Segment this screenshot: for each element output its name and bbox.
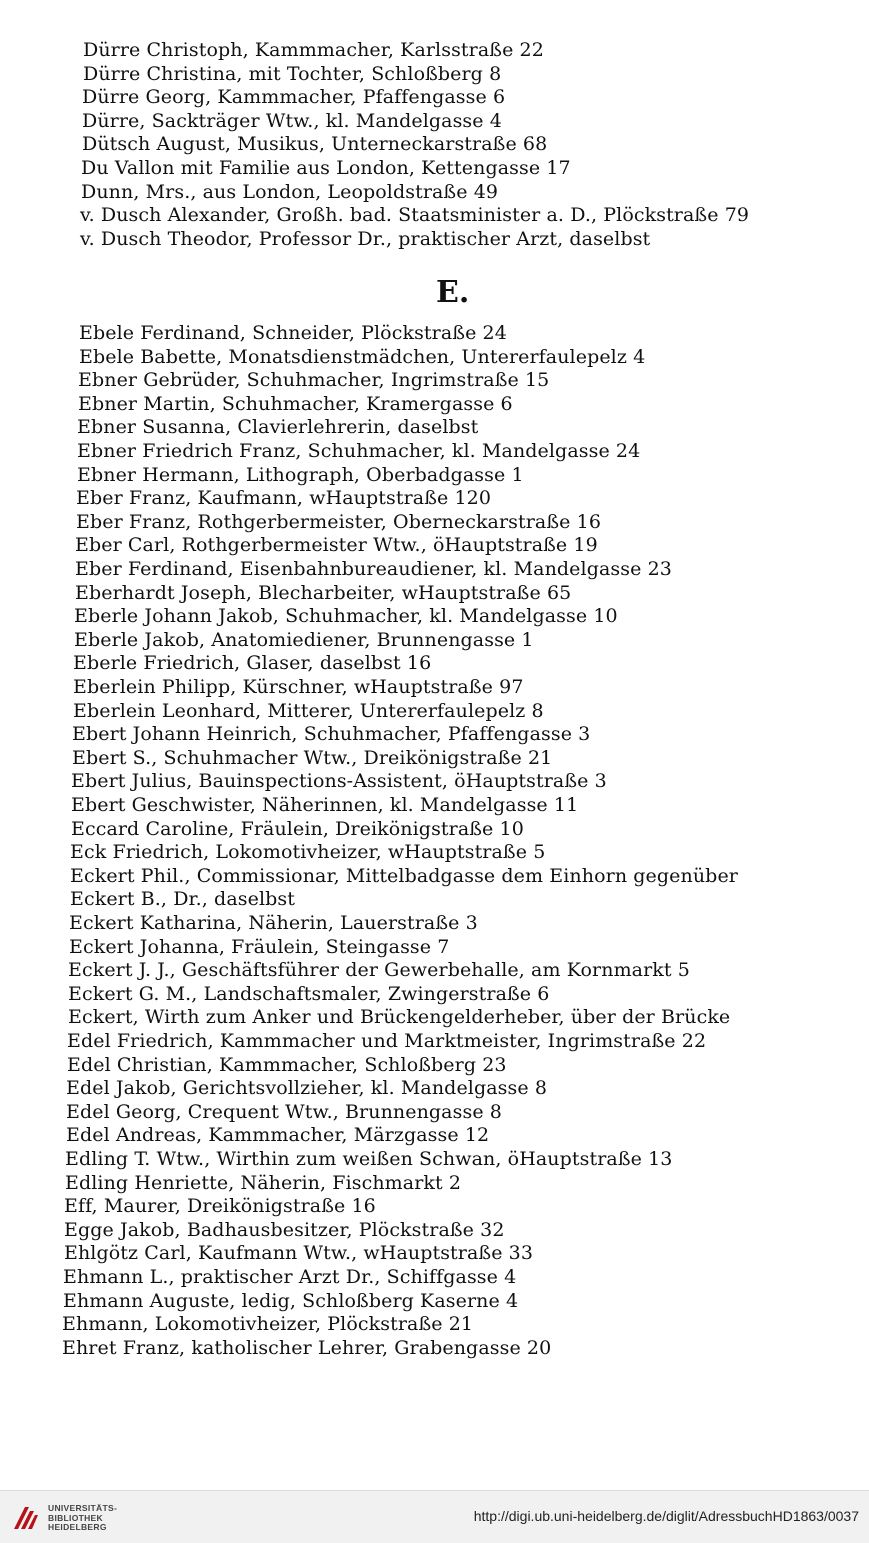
directory-entry: Eckert B., Dr., daselbst <box>70 888 295 910</box>
directory-entry: Eckert G. M., Landschaftsmaler, Zwingerstraße 6 <box>68 983 550 1005</box>
directory-entry: Eckert Johanna, Fräulein, Steingasse 7 <box>69 936 450 958</box>
directory-entry: Dütsch August, Musikus, Unterneckarstraße 68 <box>82 133 548 155</box>
directory-entry: Dürre Christina, mit Tochter, Schloßberg 8 <box>83 63 502 85</box>
directory-entry: Edel Christian, Kammmacher, Schloßberg 23 <box>67 1054 507 1076</box>
section-letter-heading: E. <box>436 275 470 310</box>
directory-entry: Eberhardt Joseph, Blecharbeiter, wHauptstraße 65 <box>75 582 572 604</box>
directory-entry: Eberle Johann Jakob, Schuhmacher, kl. Mandelgasse 10 <box>74 605 618 627</box>
directory-entry: Eckert Phil., Commissionar, Mittelbadgasse dem Einhorn gegenüber <box>70 865 738 887</box>
directory-entry: Ebner Susanna, Clavierlehrerin, daselbst <box>77 416 479 438</box>
directory-entry: Edel Jakob, Gerichtsvollzieher, kl. Mandelgasse 8 <box>66 1077 548 1099</box>
directory-entry: Ebert S., Schuhmacher Wtw., Dreikönigstraße 21 <box>72 747 553 769</box>
directory-entry: Dürre, Sackträger Wtw., kl. Mandelgasse 4 <box>82 110 502 132</box>
directory-entry: Ehlgötz Carl, Kaufmann Wtw., wHauptstraße 33 <box>64 1242 534 1264</box>
directory-entry: Eber Franz, Kaufmann, wHauptstraße 120 <box>76 487 492 509</box>
directory-entry: Eber Carl, Rothgerbermeister Wtw., öHauptstraße 19 <box>75 534 598 556</box>
directory-entry: Ebert Johann Heinrich, Schuhmacher, Pfaffengasse 3 <box>72 723 591 745</box>
directory-entry: Edel Andreas, Kammmacher, Märzgasse 12 <box>66 1124 490 1146</box>
logo-line: UNIVERSITÄTS- <box>48 1503 118 1513</box>
directory-entry: v. Dusch Theodor, Professor Dr., praktischer Arzt, daselbst <box>80 228 651 250</box>
directory-entry: Eckert Katharina, Näherin, Lauerstraße 3 <box>69 912 478 934</box>
directory-entry: Ebert Julius, Bauinspections-Assistent, öHauptstraße 3 <box>71 770 607 792</box>
directory-entry: Ehmann, Lokomotivheizer, Plöckstraße 21 <box>62 1313 474 1335</box>
directory-entry: Eckert J. J., Geschäftsführer der Gewerbehalle, am Kornmarkt 5 <box>68 959 690 981</box>
directory-entry: Eccard Caroline, Fräulein, Dreikönigstraße 10 <box>71 818 524 840</box>
logo-line: HEIDELBERG <box>48 1522 107 1532</box>
directory-entry: Ebner Martin, Schuhmacher, Kramergasse 6 <box>78 393 513 415</box>
directory-entry: Du Vallon mit Familie aus London, Kettengasse 17 <box>81 157 571 179</box>
directory-entry: Eck Friedrich, Lokomotivheizer, wHauptstraße 5 <box>70 841 546 863</box>
directory-entry: Ehmann L., praktischer Arzt Dr., Schiffgasse 4 <box>63 1266 517 1288</box>
directory-entry: Eberlein Philipp, Kürschner, wHauptstraße 97 <box>73 676 524 698</box>
directory-entry: Ebner Hermann, Lithograph, Oberbadgasse 1 <box>77 464 524 486</box>
directory-entry: Edel Georg, Crequent Wtw., Brunnengasse 8 <box>66 1101 502 1123</box>
university-library-logo-icon <box>10 1501 40 1533</box>
footer-bar <box>0 1490 869 1543</box>
directory-entry: Eber Franz, Rothgerbermeister, Oberneckarstraße 16 <box>76 511 602 533</box>
directory-entry: Ebner Gebrüder, Schuhmacher, Ingrimstraße 15 <box>78 369 550 391</box>
directory-entry: Ebert Geschwister, Näherinnen, kl. Mandelgasse 11 <box>71 794 579 816</box>
directory-entry: Ebner Friedrich Franz, Schuhmacher, kl. Mandelgasse 24 <box>77 440 641 462</box>
directory-entry: Edling Henriette, Näherin, Fischmarkt 2 <box>65 1172 462 1194</box>
directory-entry: Eff, Maurer, Dreikönigstraße 16 <box>64 1195 376 1217</box>
directory-entry: Edling T. Wtw., Wirthin zum weißen Schwan, öHauptstraße 13 <box>65 1148 673 1170</box>
directory-entry: Eckert, Wirth zum Anker und Brückengelderheber, über der Brücke <box>68 1006 731 1028</box>
directory-entry: Egge Jakob, Badhausbesitzer, Plöckstraße 32 <box>64 1219 505 1241</box>
directory-entry: Ebele Babette, Monatsdienstmädchen, Untererfaulepelz 4 <box>79 346 646 368</box>
directory-entry: Dürre Georg, Kammmacher, Pfaffengasse 6 <box>82 86 506 108</box>
directory-entry: Dürre Christoph, Kammmacher, Karlsstraße 22 <box>83 39 544 61</box>
directory-entry: v. Dusch Alexander, Großh. bad. Staatsminister a. D., Plöckstraße 79 <box>80 204 750 226</box>
logo-line: BIBLIOTHEK <box>48 1512 103 1523</box>
directory-entry: Eberlein Leonhard, Mitterer, Untererfaulepelz 8 <box>73 700 544 722</box>
directory-entry: Ebele Ferdinand, Schneider, Plöckstraße 24 <box>79 322 507 344</box>
directory-entry: Eberle Friedrich, Glaser, daselbst 16 <box>73 652 432 674</box>
directory-entry: Eberle Jakob, Anatomiediener, Brunnengasse 1 <box>74 629 534 651</box>
directory-entry: Dunn, Mrs., aus London, Leopoldstraße 49 <box>81 181 499 203</box>
directory-entry: Edel Friedrich, Kammmacher und Marktmeister, Ingrimstraße 22 <box>67 1030 707 1052</box>
source-url-link[interactable]: http://digi.ub.uni-heidelberg.de/diglit/AdressbuchHD1863/0037 <box>473 1508 859 1524</box>
directory-entry: Ehmann Auguste, ledig, Schloßberg Kaserne 4 <box>63 1290 519 1312</box>
directory-entry: Eber Ferdinand, Eisenbahnbureaudiener, kl. Mandelgasse 23 <box>75 558 672 580</box>
directory-entry: Ehret Franz, katholischer Lehrer, Grabengasse 20 <box>62 1337 552 1359</box>
library-logo-text <box>48 1504 117 1533</box>
